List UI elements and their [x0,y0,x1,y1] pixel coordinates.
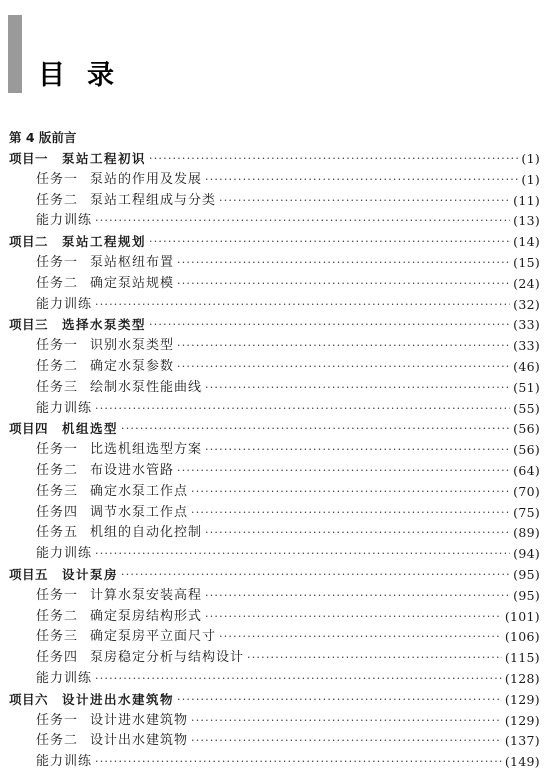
toc-dot-leader [177,252,510,273]
toc-dot-leader [149,148,518,169]
toc-page-number: (55) [513,400,540,416]
page-title: 目录 [38,60,136,91]
toc-entry-number: 任务二 [36,359,79,374]
toc-entry-label [0,210,92,231]
toc-entry-number: 任务五 [36,525,79,541]
toc-task-entry[interactable] [0,356,544,377]
toc-dot-leader [205,169,518,190]
toc-entry-title: 计算水泵安装高程 [90,587,203,603]
toc-task-entry[interactable] [0,730,544,751]
toc-entry-label [0,335,174,356]
toc-dot-leader [95,210,510,231]
toc-entry-label [0,564,118,585]
toc-entry-number: 任务二 [36,733,79,749]
toc-dot-leader [177,273,510,294]
toc-dot-leader [121,418,510,439]
toc-task-entry[interactable] [0,210,544,231]
toc-page-number: (149) [504,754,540,770]
toc-entry-label [0,710,188,731]
toc-project-entry[interactable] [0,418,544,439]
toc-dot-leader [95,543,510,564]
toc-entry-label [0,294,92,315]
toc-dot-leader [191,481,510,502]
toc-dot-leader [219,626,502,647]
toc-page-number: (1) [521,171,540,187]
toc-entry-number: 任务二 [36,275,79,291]
toc-entry-number: 任务二 [36,192,79,208]
toc-entry-title: 泵站工程初识 [62,151,147,166]
toc-task-entry[interactable] [0,647,544,668]
toc-dot-leader [149,231,510,252]
toc-project-entry[interactable] [0,689,544,710]
toc-dot-leader [191,710,502,731]
toc-page-number: (56) [513,421,540,437]
toc-dot-leader [205,585,510,606]
toc-entry-number: 任务二 [36,463,79,478]
toc-task-entry[interactable] [0,169,544,190]
toc-page-number: (1) [521,151,540,166]
toc-task-entry[interactable] [0,481,544,502]
toc-dot-leader [95,668,502,689]
toc-entry-label [0,398,92,419]
toc-entry-label [0,606,202,627]
toc-project-entry[interactable] [0,148,544,169]
toc-entry-number: 项目三 [9,317,49,333]
toc-entry-number: 任务一 [36,442,79,458]
toc-entry-title: 设计出水建筑物 [90,733,189,749]
toc-page-number: (32) [513,296,540,312]
toc-task-entry[interactable] [0,543,544,564]
toc-dot-leader [205,522,510,543]
toc-page-number: (70) [513,483,540,499]
toc-page-number: (56) [513,442,540,458]
toc-entry-number: 能力训练 [36,296,93,312]
toc-entry-label [0,231,146,252]
toc-entry-number: 任务一 [36,587,79,603]
toc-entry-number: 任务一 [36,712,79,728]
toc-entry-label [0,273,174,294]
toc-dot-leader [95,398,510,419]
toc-entry-number: 能力训练 [36,400,93,416]
toc-entry-title: 确定水泵参数 [90,359,175,374]
toc-entry-title: 泵站工程组成与分类 [90,192,217,208]
toc-task-entry[interactable] [0,626,544,647]
toc-page-number: (14) [513,234,540,250]
toc-task-entry[interactable] [0,439,544,460]
toc-entry-number: 任务二 [36,608,79,624]
toc-page-number: (115) [504,650,540,666]
toc-task-entry[interactable] [0,273,544,294]
toc-entry-number: 任务四 [36,504,79,520]
toc-project-entry[interactable] [0,231,544,252]
toc-entry-label [0,689,174,710]
toc-task-entry[interactable] [0,502,544,523]
toc-entry-number: 任务一 [36,338,79,354]
toc-entry-title: 布设进水管路 [90,463,175,478]
toc-dot-leader [191,502,510,523]
toc-entry-label [0,626,216,647]
title-accent-bar [8,15,22,93]
toc-entry-number: 项目一 [9,151,49,166]
toc-entry-number: 任务三 [36,629,79,645]
toc-page-number: (137) [504,733,540,749]
toc-entry-label [0,751,92,772]
toc-dot-leader [177,689,502,710]
toc-dot-leader [205,606,502,627]
toc-entry-number: 任务一 [36,171,79,187]
toc-entry-title: 选择水泵类型 [62,317,147,333]
toc-page-number: (11) [513,192,540,208]
toc-entry-title: 机组的自动化控制 [90,525,203,541]
toc-entry-number: 项目五 [9,567,49,582]
toc-page-number: (33) [513,317,540,333]
toc-entry-title: 确定泵房结构形式 [90,608,203,624]
toc-entry-title: 确定泵站规模 [90,275,175,291]
toc-page-number: (106) [504,629,540,645]
toc-dot-leader [219,190,510,211]
toc-task-entry[interactable] [0,522,544,543]
toc-entry-title: 泵房稳定分析与结构设计 [90,650,245,666]
toc-entry-title: 泵站的作用及发展 [90,171,203,187]
toc-entry-title: 设计进水建筑物 [90,712,189,728]
toc-entry-label [0,730,188,751]
toc-dot-leader [121,564,510,585]
toc-entry-title: 调节水泵工作点 [90,504,189,520]
toc-entry-title: 机组选型 [62,421,119,437]
toc-dot-leader [247,647,502,668]
toc-entry-label [0,522,202,543]
toc-entry-number: 任务四 [36,650,79,666]
toc-entry-title: 绘制水泵性能曲线 [90,379,203,395]
toc-entry-title: 泵站枢纽布置 [90,255,175,270]
toc-task-entry[interactable] [0,252,544,273]
toc-entry-label [0,668,92,689]
toc-page-number: (129) [504,712,540,728]
toc-entry-title: 确定泵房平立面尺寸 [90,629,217,645]
toc-task-entry[interactable] [0,294,544,315]
toc-entry-title: 比选机组选型方案 [90,442,203,458]
toc-page-number: (46) [513,359,540,374]
toc-task-entry[interactable] [0,668,544,689]
toc-entry-label [0,169,202,190]
toc-entry-label [0,252,174,273]
toc-entry-label [0,356,174,377]
toc-task-entry[interactable] [0,377,544,398]
toc-page-number: (94) [513,546,540,562]
toc-entry-label [0,314,146,335]
toc-entry-number: 任务一 [36,255,79,270]
toc-dot-leader [205,439,510,460]
toc-page-number: (15) [513,255,540,270]
toc-entry-label [0,502,188,523]
toc-entry-label [0,377,202,398]
toc-page-number: (33) [513,338,540,354]
toc-page-number: (95) [513,587,540,603]
toc-entry-label [0,439,202,460]
toc-task-entry[interactable] [0,710,544,731]
toc-project-entry[interactable] [0,314,544,335]
toc-dot-leader [177,356,510,377]
toc-dot-leader [205,377,510,398]
toc-entry-title: 确定水泵工作点 [90,483,189,499]
toc-dot-leader [95,751,502,772]
toc-page-number: (95) [513,567,540,582]
toc-entry-number: 能力训练 [36,671,93,686]
toc-entry-label [0,585,202,606]
toc-page-number: (128) [504,671,540,686]
toc-entry-label [0,481,188,502]
toc-entry-number: 能力训练 [36,213,93,229]
toc-preface-label: 第 4 版前言 [9,130,77,145]
toc-page-number: (64) [513,463,540,478]
toc-entry-title: 设计泵房 [62,567,119,582]
toc-page-number: (75) [513,504,540,520]
toc-task-entry[interactable] [0,585,544,606]
toc-page-number: (51) [513,379,540,395]
toc-entry-label [0,418,118,439]
toc-entry-number: 能力训练 [36,754,93,770]
toc-entry-label [0,148,146,169]
toc-entry-number: 能力训练 [36,546,93,562]
toc-entry-title: 识别水泵类型 [90,338,175,354]
toc-entry-number: 项目六 [9,691,49,707]
toc-task-entry[interactable] [0,606,544,627]
toc-entry-number: 任务三 [36,483,79,499]
toc-entry-title: 设计进出水建筑物 [62,691,175,707]
toc-dot-leader [177,460,510,481]
toc-entry-title: 泵站工程规划 [62,234,147,250]
toc-task-entry[interactable] [0,190,544,211]
toc-task-entry[interactable] [0,460,544,481]
toc-page-number: (89) [513,525,540,541]
toc-entry-number: 项目四 [9,421,49,437]
toc-project-entry[interactable] [0,564,544,585]
toc-page-number: (101) [504,608,540,624]
toc-dot-leader [149,314,510,335]
toc-task-entry[interactable] [0,751,544,772]
toc-entry-label [0,190,216,211]
toc-task-entry[interactable] [0,335,544,356]
toc-task-entry[interactable] [0,398,544,419]
toc-dot-leader [191,730,502,751]
toc-page-number: (129) [504,691,540,707]
toc-dot-leader [95,294,510,315]
toc-entry-number: 项目二 [9,234,49,250]
toc-entry-number: 任务三 [36,379,79,395]
toc-preface[interactable] [0,127,544,148]
toc-entry-label [0,460,174,481]
toc-entry-label [0,647,244,668]
toc-page-number: (24) [513,275,540,291]
toc-dot-leader [177,335,510,356]
toc-entry-label [0,543,92,564]
toc-page-number: (13) [513,213,540,229]
